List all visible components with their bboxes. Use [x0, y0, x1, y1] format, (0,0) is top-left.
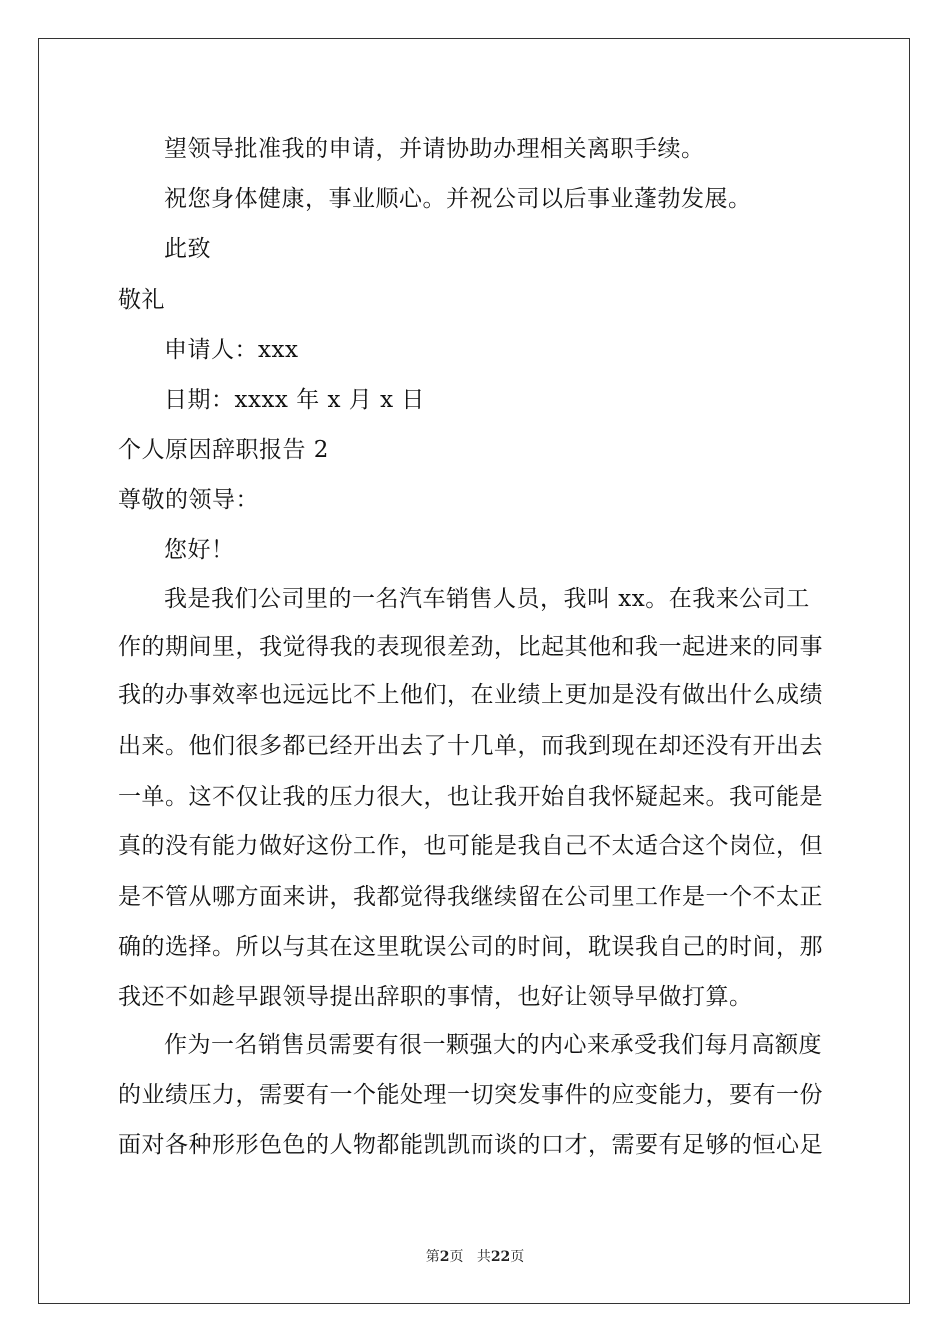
text-line: 我还不如趁早跟领导提出辞职的事情，也好让领导早做打算。	[118, 984, 753, 1010]
text-line: 真的没有能力做好这份工作，也可能是我自己不太适合这个岗位，但	[118, 833, 823, 859]
text-line: 我是我们公司里的一名汽车销售人员，我叫 xx。在我来公司工	[164, 586, 810, 612]
text-line: 祝您身体健康，事业顺心。并祝公司以后事业蓬勃发展。	[164, 186, 752, 212]
text-line: 一单。这不仅让我的压力很大，也让我开始自我怀疑起来。我可能是	[118, 784, 823, 810]
footer-total-prefix: 共	[476, 1249, 491, 1265]
text-line: 出来。他们很多都已经开出去了十几单，而我到现在却还没有开出去	[118, 733, 823, 759]
text-line: 此致	[164, 236, 211, 262]
text-line: 敬礼	[118, 287, 165, 313]
text-line: 日期：xxxx 年 x 月 x 日	[164, 387, 425, 413]
text-line: 申请人：xxx	[164, 337, 299, 363]
text-line: 尊敬的领导：	[118, 487, 259, 513]
page-border	[38, 38, 910, 1304]
section-title: 个人原因辞职报告 2	[118, 437, 329, 463]
text-line: 您好！	[164, 537, 235, 563]
footer-page-unit: 页	[449, 1249, 464, 1265]
page-footer	[0, 1246, 950, 1266]
text-line: 面对各种形形色色的人物都能凯凯而谈的口才，需要有足够的恒心足	[118, 1132, 823, 1158]
text-line: 作为一名销售员需要有很一颗强大的内心来承受我们每月高额度	[164, 1032, 822, 1058]
text-line: 的业绩压力，需要有一个能处理一切突发事件的应变能力，要有一份	[118, 1082, 823, 1108]
text-line: 确的选择。所以与其在这里耽误公司的时间，耽误我自己的时间，那	[118, 934, 823, 960]
footer-total-pages: 22	[490, 1249, 511, 1265]
footer-current-page: 2	[439, 1249, 450, 1265]
text-line: 作的期间里，我觉得我的表现很差劲，比起其他和我一起进来的同事	[118, 634, 823, 660]
text-line: 望领导批准我的申请，并请协助办理相关离职手续。	[164, 136, 705, 162]
footer-page-prefix: 第	[425, 1249, 440, 1265]
text-line: 我的办事效率也远远比不上他们，在业绩上更加是没有做出什么成绩	[118, 682, 823, 708]
text-line: 是不管从哪方面来讲，我都觉得我继续留在公司里工作是一个不太正	[118, 884, 823, 910]
footer-total-unit: 页	[510, 1249, 525, 1265]
